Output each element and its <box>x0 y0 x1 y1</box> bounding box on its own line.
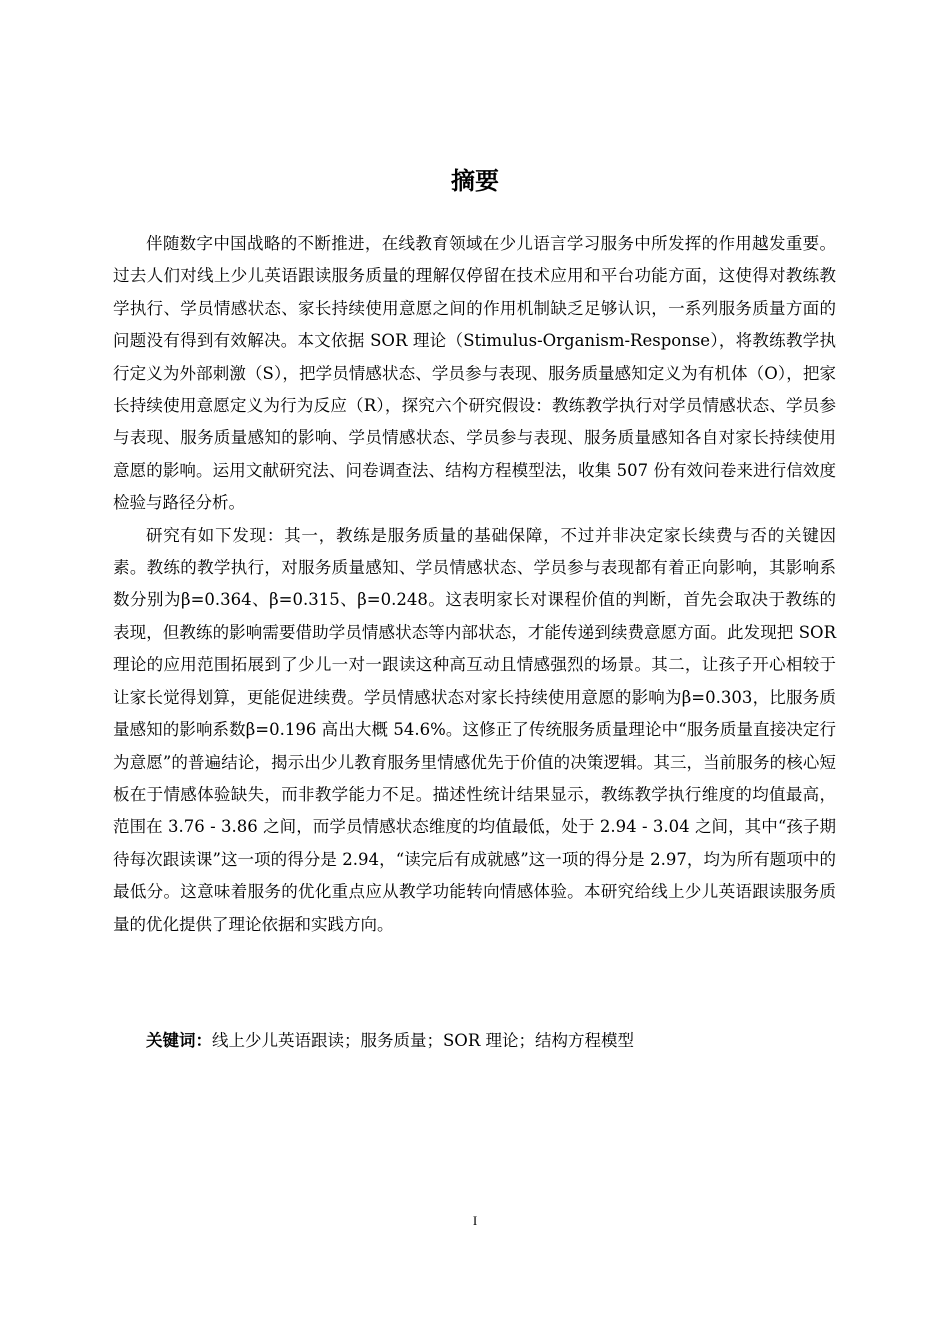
keywords-text: 线上少儿英语跟读；服务质量；SOR 理论；结构方程模型 <box>212 1031 634 1050</box>
keywords-label: 关键词： <box>146 1031 212 1050</box>
keywords-line <box>113 1025 836 1057</box>
abstract-paragraph-1: 伴随数字中国战略的不断推进，在线教育领域在少儿语言学习服务中所发挥的作用越发重要。过去人们对线上少儿英语跟读服务质量的理解仅停留在技术应用和平台功能方面，这使得对教练教学执行、学员情感状态、家长持续使用意愿之间的作用机制缺乏足够认识，一系列服务质量方面的问题没有得到有效解决。本文依据 SOR 理论（Stimulus-Organism-Response），将教练教学执行定义为外部刺激（S），把学员情感状态、学员参与表现、服务质量感知定义为有机体（O），把家长持续使用意愿定义为行为反应（R），探究六个研究假设：教练教学执行对学员情感状态、学员参与表现、服务质量感知的影响、学员情感状态、学员参与表现、服务质量感知各自对家长持续使用意愿的影响。运用文献研究法、问卷调查法、结构方程模型法，收集 507 份有效问卷来进行信效度检验与路径分析。 <box>113 234 836 513</box>
page-number: I <box>472 1213 478 1228</box>
abstract-body <box>113 228 836 941</box>
abstract-title: 摘要 <box>451 167 499 195</box>
abstract-paragraph-2: 研究有如下发现：其一，教练是服务质量的基础保障，不过并非决定家长续费与否的关键因素。教练的教学执行，对服务质量感知、学员情感状态、学员参与表现都有着正向影响，其影响系数分别为β=0.364、β=0.315、β=0.248。这表明家长对课程价值的判断，首先会取决于教练的表现，但教练的影响需要借助学员情感状态等内部状态，才能传递到续费意愿方面。此发现把 SOR 理论的应用范围拓展到了少儿一对一跟读这种高互动且情感强烈的场景。其二，让孩子开心相较于让家长觉得划算，更能促进续费。学员情感状态对家长持续使用意愿的影响为β=0.303，比服务质量感知的影响系数β=0.196 高出大概 54.6%。这修正了传统服务质量理论中“服务质量直接决定行为意愿”的普遍结论，揭示出少儿教育服务里情感优先于价值的决策逻辑。其三，当前服务的核心短板在于情感体验缺失，而非教学能力不足。描述性统计结果显示，教练教学执行维度的均值最高，范围在 3.76 - 3.86 之间，而学员情感状态维度的均值最低，处于 2.94 - 3.04 之间，其中“孩子期待每次跟读课”这一项的得分是 2.94，“读完后有成就感”这一项的得分是 2.97，均为所有题项中的最低分。这意味着服务的优化重点应从教学功能转向情感体验。本研究给线上少儿英语跟读服务质量的优化提供了理论依据和实践方向。 <box>113 525 836 934</box>
